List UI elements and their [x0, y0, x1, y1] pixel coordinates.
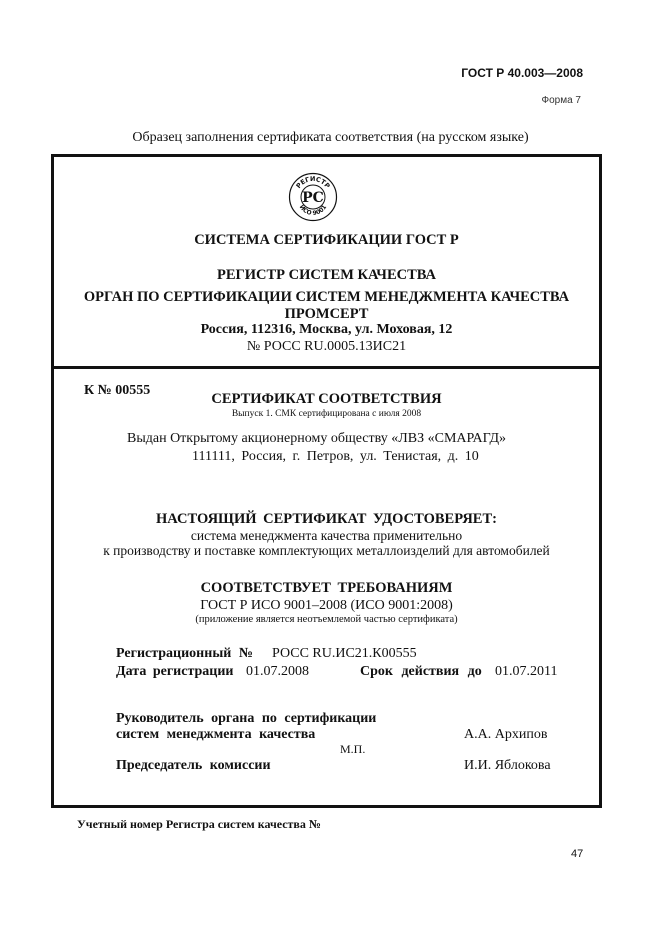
appendix-note: (приложение является неотъемлемой частью сертификата) — [195, 614, 458, 625]
certification-logo-icon — [288, 172, 338, 222]
issued-to-line1: Выдан Открытому акционерному обществу «ЛВЗ «СМАРАГД» — [127, 431, 507, 446]
registry-number-line: Учетный номер Регистра систем качества № — [77, 817, 321, 831]
certificate-title: СЕРТИФИКАТ СООТВЕТСТВИЯ — [211, 391, 442, 407]
chair-label: Председатель комиссии — [116, 758, 271, 773]
head-title-line2: систем менеджмента качества — [116, 727, 316, 742]
certificate-frame — [51, 154, 602, 808]
date-value: 01.07.2008 — [246, 664, 309, 679]
validity-label: Срок действия до — [360, 664, 482, 679]
complies-heading: СООТВЕТСТВУЕТ ТРЕБОВАНИЯМ — [200, 580, 453, 596]
certification-body-line1: ОРГАН ПО СЕРТИФИКАЦИИ СИСТЕМ МЕНЕДЖМЕНТА КАЧЕСТВА — [83, 289, 570, 305]
body-address: Россия, 112316, Москва, ул. Моховая, 12 — [200, 322, 453, 337]
logo-center-text: РС — [302, 190, 324, 206]
standard-number: ГОСТ Р 40.003—2008 — [461, 66, 583, 80]
registry-title: РЕГИСТР СИСТЕМ КАЧЕСТВА — [216, 267, 436, 283]
issued-to-line2: 111111, Россия, г. Петров, ул. Тенистая, д. 10 — [192, 449, 479, 464]
registration-label: Регистрационный № — [116, 646, 253, 661]
scope-line1: система менеджмента качества применительно — [190, 528, 463, 543]
certification-body — [51, 289, 602, 323]
sample-caption: Образец заполнения сертификата соответствия (на русском языке) — [132, 130, 529, 145]
section-divider — [51, 366, 602, 369]
logo-top-text: РЕГИСТР — [294, 174, 332, 190]
date-label: Дата регистрации — [116, 664, 234, 679]
body-reg-number: № РОСС RU.0005.13ИС21 — [246, 339, 407, 354]
validity-value: 01.07.2011 — [495, 664, 558, 679]
standard-reference: ГОСТ Р ИСО 9001–2008 (ИСО 9001:2008) — [200, 598, 453, 613]
certificate-number: К № 00555 — [84, 383, 151, 398]
certifies-heading: НАСТОЯЩИЙ СЕРТИФИКАТ УДОСТОВЕРЯЕТ: — [156, 511, 497, 527]
page-number: 47 — [571, 848, 584, 860]
chair-name: И.И. Яблокова — [464, 758, 551, 773]
head-name: А.А. Архипов — [464, 727, 548, 742]
system-title: СИСТЕМА СЕРТИФИКАЦИИ ГОСТ Р — [194, 232, 459, 248]
logo-bottom-text: ИСО 9001 — [297, 203, 329, 218]
certification-body-line2: ПРОМСЕРТ — [284, 306, 369, 322]
scope-line2: к производству и поставке комплектующих металлоизделий для автомобилей — [103, 543, 550, 558]
seal-place: М.П. — [340, 742, 366, 756]
form-label: Форма 7 — [541, 95, 581, 106]
issue-note: Выпуск 1. СМК сертифицирована с июля 2008 — [231, 409, 422, 419]
registration-value: РОСС RU.ИС21.К00555 — [272, 646, 417, 661]
head-title-line1: Руководитель органа по сертификации — [116, 711, 377, 726]
